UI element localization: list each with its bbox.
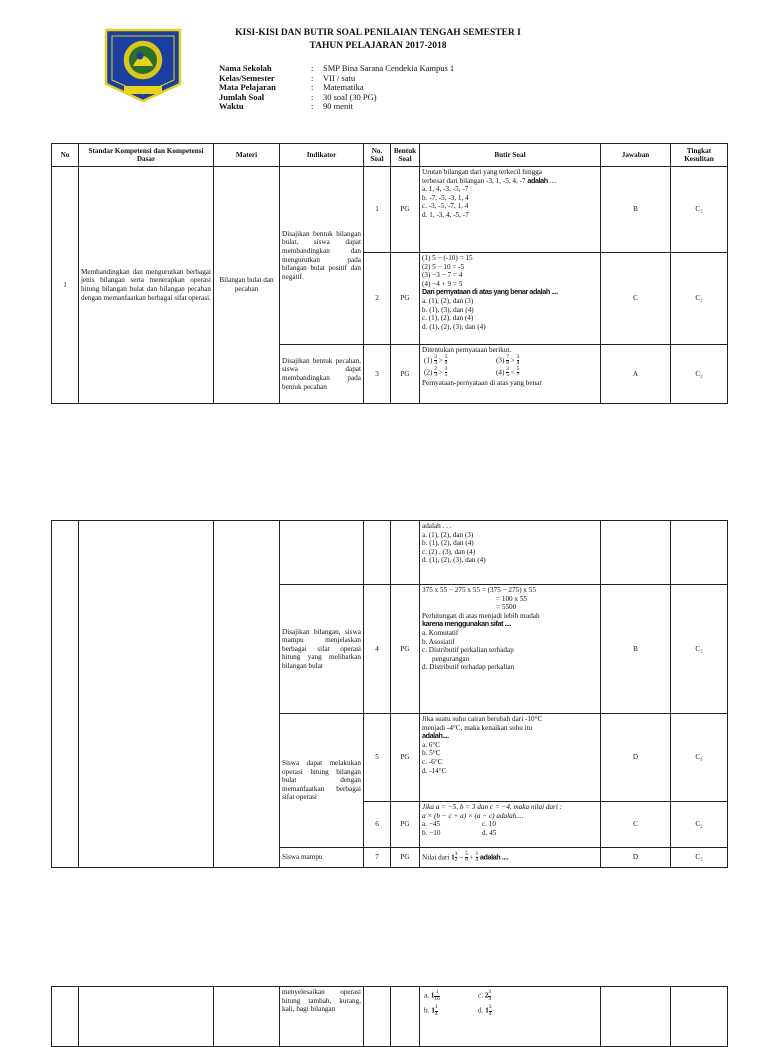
- col-header: No. Soal: [364, 144, 391, 167]
- tingkat-cell: [671, 521, 728, 585]
- answer-option: a. (1), (2), dan (3): [422, 296, 474, 305]
- statement-line: (3) −3 − 7 = 4: [422, 271, 463, 280]
- info-label: Mata Pelajaran: [219, 82, 276, 92]
- operator: >: [438, 356, 443, 365]
- answer-option: b. (1), (3), dan (4): [422, 305, 474, 314]
- indikator-cell: Siswa mampu: [280, 848, 364, 868]
- operator: >: [438, 368, 443, 377]
- butir-soal-3-continued: [420, 521, 601, 585]
- option-label: d.: [478, 1006, 484, 1015]
- answer-option: [424, 990, 478, 1002]
- numerator: 5: [444, 353, 448, 360]
- info-label: Nama Sekolah: [219, 63, 272, 73]
- soal-number: 3: [364, 345, 391, 404]
- materi-cell: [214, 987, 280, 1047]
- fraction: [445, 367, 448, 379]
- fraction: [517, 355, 520, 367]
- info-value: VII / satu: [323, 72, 356, 83]
- fraction: [489, 1005, 492, 1017]
- col-header: Indikator: [280, 144, 364, 167]
- soal-number: 2: [364, 253, 391, 345]
- info-label: Kelas/Semester: [219, 72, 275, 83]
- whole-number: 1: [431, 1006, 435, 1015]
- soal-number: [364, 521, 391, 585]
- answer-option: a. Komutatif: [422, 628, 459, 637]
- question-stem: a × (b − c + a) × (a − c) adalah....: [422, 811, 524, 820]
- tingkat-cell: C₂: [671, 802, 728, 848]
- indikator-cell: menyelesaikan operasi hitung tambah, kurang, kali, bagi bilangan: [280, 987, 364, 1047]
- statement: [496, 355, 519, 367]
- document-subtitle: TAHUN PELAJARAN 2017-2018: [309, 41, 447, 51]
- question-stem: karena menggunakan sifat ....: [422, 619, 512, 629]
- col-header: Butir Soal: [420, 144, 601, 167]
- fraction: [488, 990, 491, 1002]
- bentuk-soal: [391, 987, 420, 1047]
- info-row: [219, 102, 454, 112]
- statement-line: (1) 5 − (-10) = 15: [422, 254, 473, 262]
- fraction: [435, 1005, 438, 1017]
- question-stem: terbesar dari bilangan -3, 1, -5, 4, -7: [422, 176, 526, 185]
- statement-label: (1): [424, 356, 433, 365]
- bentuk-soal: [391, 521, 420, 585]
- answer-option: c. -3, -5, -7, 1, 4: [422, 202, 469, 211]
- materi-cell: Bilangan bulat dan pecahan: [214, 167, 280, 404]
- answer-option: [478, 1005, 492, 1017]
- question-stem: adalah . . .: [422, 522, 452, 530]
- operator: −: [457, 853, 466, 862]
- tingkat-cell: C₂: [671, 345, 728, 404]
- kompetensi-cell: [79, 521, 214, 868]
- soal-number: 7: [364, 848, 391, 868]
- question-keyword: adalah: [527, 175, 548, 185]
- question-stem: Perhitungan di atas menjadi lebih mudah: [422, 611, 540, 620]
- butir-soal-5: [420, 714, 601, 802]
- tingkat-cell: [671, 987, 728, 1047]
- answer-option: d. Distributif terhadap perkalian: [422, 663, 515, 672]
- document-title: KISI-KISI DAN BUTIR SOAL PENILAIAN TENGAH SEMESTER I: [235, 28, 521, 38]
- statement-label: (4): [496, 368, 505, 377]
- col-header: No: [52, 144, 79, 167]
- numerator: 1: [434, 1004, 438, 1010]
- statement-row: [422, 355, 598, 367]
- option-label: c.: [478, 991, 483, 1000]
- options-row: [422, 1005, 598, 1017]
- statement: [496, 367, 519, 379]
- question-stem: adalah ....: [478, 852, 509, 862]
- answer-option: a. −45: [422, 820, 441, 829]
- operator: +: [467, 853, 476, 862]
- denominator: 4: [516, 360, 520, 367]
- jawaban-cell: B: [601, 167, 671, 253]
- fraction: [434, 990, 440, 1002]
- numerator: 2: [434, 365, 437, 372]
- butir-soal-7-continued: [420, 987, 601, 1047]
- indikator-cell: Disajikan bilangan, siswa mampu menjelaskan berbagai sifat operasi hitung yang melibatkan bilangan bulat: [280, 585, 364, 714]
- materi-cell: [214, 521, 280, 868]
- answer-option: c. (1), (2), dan (4): [422, 314, 474, 323]
- answer-option-continued: pengurangan: [432, 654, 470, 663]
- tingkat-cell: C₂: [671, 585, 728, 714]
- question-stem: Jika a = −5, b = 3 dan c = −4, maka nilai dari :: [422, 803, 563, 811]
- jawaban-cell: [601, 987, 671, 1047]
- answer-option: c. (2) , (3), dan (4): [422, 547, 476, 556]
- denominator: 8: [506, 360, 509, 367]
- denominator: 8: [465, 857, 468, 863]
- options-row: [422, 990, 598, 1002]
- col-header: Standar Kompetensi dan Kompetensi Dasar: [79, 144, 214, 167]
- question-stem: Urutan bilangan dari yang terkecil hingga: [422, 168, 542, 176]
- question-stem: Dari pernyataan di atas yang benar adalah ....: [422, 287, 558, 297]
- indikator-cell: Disajikan bentuk pecahan, siswa dapat membandingkan pada bentuk pecahan: [280, 345, 364, 404]
- grid-table-page-1: [51, 143, 728, 404]
- denominator: 5: [444, 372, 448, 379]
- row-number: 1: [52, 167, 79, 404]
- bentuk-soal: PG: [391, 802, 420, 848]
- question-stem: Ditentukan pernyataan berikut.: [422, 346, 512, 354]
- whole-number: 1: [430, 991, 435, 1000]
- answer-option: b. -7, -5, -3, 1, 4: [422, 193, 469, 202]
- jawaban-cell: B: [601, 585, 671, 714]
- option-label: a.: [424, 991, 429, 1000]
- info-label: Jumlah Soal: [219, 91, 265, 102]
- denominator: 16: [434, 995, 440, 1002]
- info-value: 30 soal (30 PG): [323, 91, 377, 102]
- info-label: Waktu: [219, 101, 244, 111]
- denominator: 4: [488, 1010, 492, 1017]
- soal-number: [364, 987, 391, 1047]
- answer-option: d. (1), (2), (3), dan (4): [422, 322, 486, 331]
- answer-option: b. 5°C: [422, 749, 441, 758]
- butir-soal-4: [420, 585, 601, 714]
- question-stem: Nilai dari: [422, 853, 452, 862]
- kompetensi-cell: Membandingkan dan mengurutkan berbagai jenis bilangan serta menerapkan operasi hitung bilangan bulat dan bilangan pecahan dengan memanfaatkan berbagai sifat operasi.: [79, 167, 214, 404]
- options-row: [422, 820, 598, 829]
- info-value: 90 menit: [323, 101, 353, 111]
- denominator: 4: [475, 857, 479, 863]
- row-number: [52, 521, 79, 868]
- whole-number: 2: [484, 991, 489, 1000]
- denominator: 5: [506, 372, 509, 379]
- answer-option: d. 45: [482, 828, 497, 837]
- info-sep: :: [311, 101, 314, 111]
- bentuk-soal: PG: [391, 167, 420, 253]
- info-sep: :: [311, 72, 314, 83]
- statement-row: [422, 367, 598, 379]
- numerator: 1: [475, 850, 479, 857]
- butir-soal-2: [420, 253, 601, 345]
- grid-table-page-3: [51, 986, 728, 1047]
- numerator: 5: [516, 365, 520, 372]
- question-stem: Pernyataan-pernyataan di atas yang benar: [422, 378, 542, 387]
- numerator: 3: [488, 989, 492, 995]
- table-header-row: [52, 144, 728, 167]
- denominator: 3: [434, 372, 437, 379]
- bentuk-soal: PG: [391, 714, 420, 802]
- operator: <: [510, 368, 515, 377]
- tingkat-cell: C₂: [671, 253, 728, 345]
- answer-option: c. 10: [482, 820, 496, 829]
- statement-line: (4) −4 + 9 = 5: [422, 279, 463, 288]
- statement-line: (2) 5 − 10 = -5: [422, 262, 465, 271]
- fraction: [506, 355, 509, 367]
- jawaban-cell: A: [601, 345, 671, 404]
- answer-option: a. 6°C: [422, 740, 441, 749]
- numerator: 3: [516, 353, 520, 360]
- calculation-line: = 100 x 55: [496, 594, 528, 603]
- numerator: 3: [444, 365, 448, 372]
- numerator: 3: [506, 365, 509, 372]
- row-number: [52, 987, 79, 1047]
- numerator: 7: [506, 353, 509, 360]
- fraction: [445, 355, 448, 367]
- info-sep: :: [311, 91, 314, 102]
- statement-label: (3): [496, 356, 505, 365]
- numerator: 3: [434, 353, 437, 360]
- answer-option: b. −10: [422, 828, 441, 837]
- answer-option: d. -14°C: [422, 766, 447, 775]
- calculation-line: 375 x 55 − 275 x 55 = (375 − 275) x 55: [422, 586, 536, 594]
- bentuk-soal: PG: [391, 345, 420, 404]
- indikator-cell: [280, 521, 364, 585]
- denominator: 7: [516, 372, 520, 379]
- school-logo: [100, 22, 186, 104]
- jawaban-cell: D: [601, 714, 671, 802]
- operator: >: [510, 356, 515, 365]
- butir-soal-3: [420, 345, 601, 404]
- indikator-cell: Siswa dapat melakukan operasi hitung bilangan bulat dengan memanfaatkan berbagai sifat operasi: [280, 714, 364, 848]
- kompetensi-cell: [79, 987, 214, 1047]
- info-value: Matematika: [323, 82, 364, 92]
- denominator: 4: [434, 360, 437, 367]
- jawaban-cell: D: [601, 848, 671, 868]
- answer-option: a. (1), (2), dan (3): [422, 530, 474, 539]
- table-row: [52, 987, 728, 1047]
- info-value: SMP Bina Sarana Cendekia Kampus 1: [323, 63, 455, 73]
- calculation-line: = 5500: [496, 603, 517, 612]
- jawaban-cell: [601, 521, 671, 585]
- bentuk-soal: PG: [391, 585, 420, 714]
- butir-soal-6: [420, 802, 601, 848]
- bentuk-soal: PG: [391, 848, 420, 868]
- answer-option: [424, 1005, 478, 1017]
- tingkat-cell: C₂: [671, 167, 728, 253]
- info-sep: :: [311, 82, 314, 92]
- question-stem: adalah....: [422, 731, 449, 741]
- answer-option: d. 1, -3, 4, -5, -7: [422, 210, 469, 219]
- col-header: Tingkat Kesulitan: [671, 144, 728, 167]
- jawaban-cell: C: [601, 253, 671, 345]
- answer-option: d. (1), (2), (3), dan (4): [422, 556, 486, 565]
- numerator: 5: [465, 850, 468, 857]
- fraction: [434, 367, 437, 379]
- question-stem-line: [422, 177, 598, 186]
- option-label: b.: [424, 1006, 430, 1015]
- answer-option: c. Distributif perkalian terhadap: [422, 646, 514, 655]
- whole-number: 1: [485, 1006, 489, 1015]
- question-ellipsis: ....: [547, 176, 557, 185]
- butir-soal-1: [420, 167, 601, 253]
- answer-option: b. Asosiatif: [422, 637, 455, 646]
- statement-label: (2): [424, 368, 433, 377]
- butir-soal-7: [420, 848, 601, 868]
- question-stem-line: [422, 852, 598, 864]
- tingkat-cell: C₂: [671, 848, 728, 868]
- soal-number: 5: [364, 714, 391, 802]
- soal-number: 1: [364, 167, 391, 253]
- denominator: 9: [444, 360, 448, 367]
- col-header: Bentuk Soal: [391, 144, 420, 167]
- question-stem: Jika suatu suhu cairan berubah dari -10°C: [422, 715, 543, 723]
- statement: [424, 355, 496, 367]
- indikator-cell: Disajikan bentuk bilangan bulat, siswa dapat membandingkan dan mengurutkan pada bilangan bulat positif dan negatif.: [280, 167, 364, 345]
- fraction: [517, 367, 520, 379]
- col-header: Jawaban: [601, 144, 671, 167]
- denominator: 2: [454, 857, 458, 863]
- school-info: [219, 64, 454, 112]
- tingkat-cell: C₃: [671, 714, 728, 802]
- col-header: Materi: [214, 144, 280, 167]
- bentuk-soal: PG: [391, 253, 420, 345]
- answer-option: a. 1, 4, -3, -5, -7: [422, 185, 469, 194]
- table-row: [52, 167, 728, 253]
- denominator: 4: [434, 1010, 438, 1017]
- info-sep: :: [311, 63, 314, 73]
- soal-number: 6: [364, 802, 391, 848]
- grid-table-page-2: [51, 520, 728, 868]
- denominator: 4: [488, 995, 492, 1002]
- fraction: [506, 367, 509, 379]
- soal-number: 4: [364, 585, 391, 714]
- answer-option: c. -6°C: [422, 757, 443, 766]
- whole-number: 1: [451, 853, 455, 862]
- numerator: 1: [454, 850, 458, 857]
- answer-option: [478, 990, 491, 1002]
- table-row: [52, 521, 728, 585]
- options-row: [422, 829, 598, 838]
- answer-option: b. (1), (2), dan (4): [422, 539, 474, 548]
- jawaban-cell: C: [601, 802, 671, 848]
- numerator: 3: [488, 1004, 492, 1010]
- fraction: [434, 355, 437, 367]
- question-stem: menjadi -4°C, maka kenaikan suhu itu: [422, 723, 533, 732]
- numerator: 1: [435, 989, 439, 995]
- statement: [424, 367, 496, 379]
